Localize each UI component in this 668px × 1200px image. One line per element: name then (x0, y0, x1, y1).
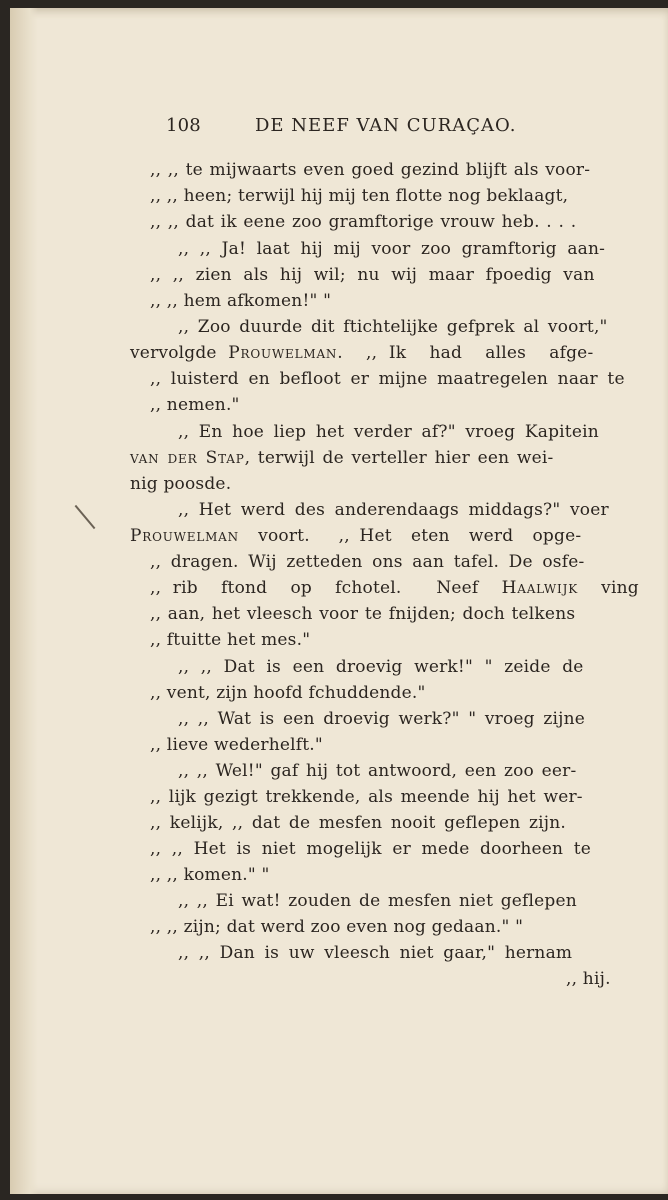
character-name: Prouwelman (228, 343, 338, 363)
text-line: ,, luisterd en befloot er mijne maatregelen naar te (150, 369, 625, 389)
text-line (130, 343, 593, 363)
text-line: ,, ,, zien als hij wil; nu wij maar fpoedig van (150, 265, 595, 285)
text-line: ,, aan, het vleesch voor te fnijden; doch telkens (150, 604, 576, 624)
text-line: ,, ,, Ja! laat hij mij voor zoo gramftorig aan- (178, 239, 606, 259)
text-line: ,, vent, zijn hoofd fchuddende." (150, 683, 426, 703)
text-line: ,, Zoo duurde dit ftichtelijke gefprek al voort," (178, 317, 608, 337)
character-name: Haalwijk (501, 578, 578, 598)
text-line: ,, En hoe liep het verder af?" vroeg Kapitein (178, 422, 599, 442)
text-line: ,, Het werd des anderendaags middags?" voer (178, 500, 609, 520)
page-number: 108 (166, 115, 201, 136)
text-line: ,, ,, dat ik eene zoo gramftorige vrouw heb. . . . (150, 212, 577, 232)
text-line: ,, ,, Wat is een droevig werk?" " vroeg zijne (178, 709, 586, 729)
text-line: ,, ,, Wel!" gaf hij tot antwoord, een zoo eer- (178, 761, 577, 781)
text-fragment: ,, rib ftond op fchotel. Neef (150, 578, 502, 598)
text-line: ,, ,, te mijwaarts even goed gezind blijft als voor- (150, 160, 591, 180)
book-page (10, 8, 668, 1194)
text-fragment: . ,, Ik had alles afge- (337, 343, 594, 363)
text-line: nig poosde. (130, 474, 232, 494)
running-title: DE NEEF VAN CURAÇAO. (255, 115, 517, 136)
text-fragment: voort. ,, Het eten werd opge- (238, 526, 582, 546)
text-line: ,, ,, Het is niet mogelijk er mede doorheen te (150, 839, 592, 859)
text-line: ,, lieve wederhelft." (150, 735, 323, 755)
text-line (150, 578, 639, 598)
text-line: ,, ,, Dat is een droevig werk!" " zeide de (178, 657, 584, 677)
text-line: ,, nemen." (150, 395, 240, 415)
text-line (130, 526, 581, 546)
text-line: ,, ,, Dan is uw vleesch niet gaar," hernam (178, 943, 573, 963)
text-fragment: , terwijl de verteller hier een wei- (244, 448, 554, 468)
text-line: ,, lijk gezigt trekkende, als meende hij het wer- (150, 787, 583, 807)
catchword: ,, hij. (566, 969, 611, 989)
page-gutter (10, 8, 38, 1194)
text-line: ,, ,, heen; terwijl hij mij ten flotte nog beklaagt, (150, 186, 569, 206)
text-line: ,, ,, zijn; dat werd zoo even nog gedaan." " (150, 917, 524, 937)
text-line: ,, ,, komen." " (150, 865, 270, 885)
text-line: ,, dragen. Wij zetteden ons aan tafel. De osfe- (150, 552, 585, 572)
character-name: Prouwelman (130, 526, 239, 546)
text-line: ,, ftuitte het mes." (150, 630, 311, 650)
text-fragment: vervolgde (130, 343, 229, 363)
text-line (130, 448, 553, 468)
text-fragment: ving (577, 578, 639, 598)
pencil-mark (75, 505, 96, 529)
text-line: ,, kelijk, ,, dat de mesfen nooit geflepen zijn. (150, 813, 566, 833)
character-name: van der Stap (130, 448, 245, 468)
text-line: ,, ,, Ei wat! zouden de mesfen niet geflepen (178, 891, 577, 911)
text-line: ,, ,, hem afkomen!" " (150, 291, 332, 311)
